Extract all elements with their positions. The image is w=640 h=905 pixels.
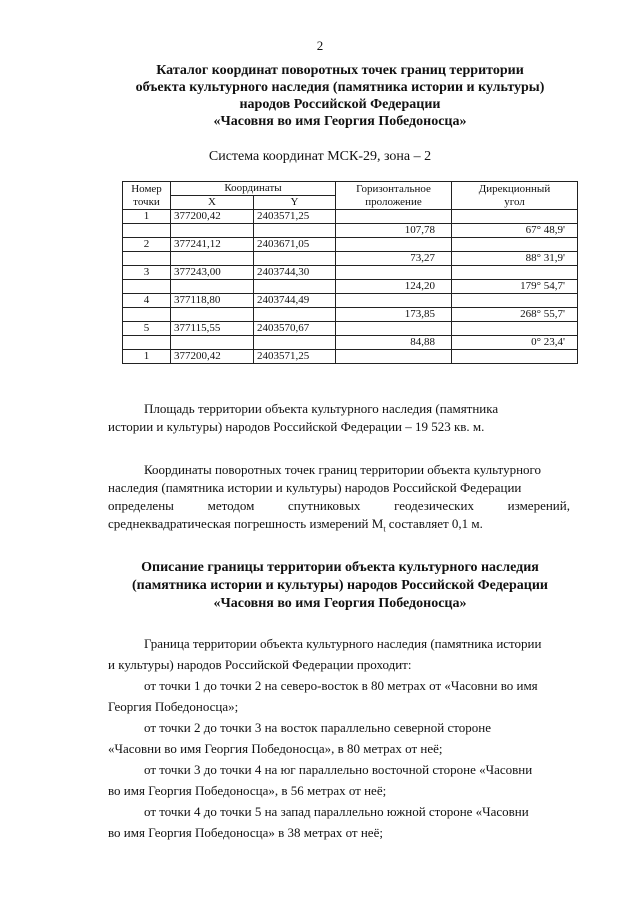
header-x: X bbox=[171, 196, 254, 210]
empty-cell bbox=[171, 252, 254, 266]
empty-cell bbox=[254, 308, 336, 322]
table-header-row bbox=[123, 182, 578, 196]
description-line bbox=[108, 717, 570, 738]
method-line-2: наследия (памятника истории и культуры) народов Российской Федерации bbox=[108, 480, 522, 495]
segment-angle: 67° 48,9' bbox=[452, 224, 578, 238]
empty-cell bbox=[254, 252, 336, 266]
point-x: 377200,42 bbox=[171, 210, 254, 224]
header-direction bbox=[452, 182, 578, 210]
text-span: от точки 3 до точки 4 на юг параллельно восточной стороне «Часовни bbox=[144, 762, 533, 777]
empty-cell bbox=[452, 350, 578, 364]
coordinate-system: Система координат МСК-29, зона – 2 bbox=[208, 149, 432, 164]
point-number: 2 bbox=[123, 238, 171, 252]
table-row-point bbox=[123, 350, 578, 364]
empty-cell bbox=[171, 308, 254, 322]
empty-cell bbox=[452, 238, 578, 252]
description-line: во имя Георгия Победоносца», в 56 метрах от неё; bbox=[108, 783, 387, 798]
description-line: во имя Георгия Победоносца» в 38 метрах от неё; bbox=[108, 825, 383, 840]
method-line-1 bbox=[108, 461, 570, 479]
point-y: 2403744,30 bbox=[254, 266, 336, 280]
empty-cell bbox=[336, 350, 452, 364]
empty-cell bbox=[123, 224, 171, 238]
word: геодезических bbox=[394, 498, 474, 513]
catalog-title bbox=[80, 62, 600, 130]
description-title-line: «Часовня во имя Георгия Победоносца» bbox=[213, 596, 467, 611]
empty-cell bbox=[452, 294, 578, 308]
point-x: 377118,80 bbox=[171, 294, 254, 308]
empty-cell bbox=[123, 336, 171, 350]
point-x: 377200,42 bbox=[171, 350, 254, 364]
header-distance bbox=[336, 182, 452, 210]
point-number: 1 bbox=[123, 350, 171, 364]
header-text: Дирекционный bbox=[478, 182, 551, 195]
catalog-title-line: народов Российской Федерации bbox=[239, 97, 441, 112]
table-row-segment bbox=[123, 336, 578, 350]
table-row-point bbox=[123, 238, 578, 252]
table-row-segment bbox=[123, 280, 578, 294]
point-y: 2403571,25 bbox=[254, 210, 336, 224]
coordinates-table bbox=[122, 181, 578, 364]
empty-cell bbox=[254, 280, 336, 294]
text-span: от точки 1 до точки 2 на северо-восток в 80 метрах от «Часовни во имя bbox=[144, 678, 538, 693]
empty-cell bbox=[123, 308, 171, 322]
empty-cell bbox=[336, 266, 452, 280]
segment-angle: 268° 55,7' bbox=[452, 308, 578, 322]
empty-cell bbox=[254, 336, 336, 350]
empty-cell bbox=[123, 252, 171, 266]
text-span: среднеквадратическая погрешность измерений M bbox=[108, 516, 384, 531]
header-coordinates: Координаты bbox=[171, 182, 336, 196]
page-number: 2 bbox=[316, 38, 324, 53]
description-title-line: Описание границы территории объекта культурного наследия bbox=[141, 560, 539, 575]
header-y: Y bbox=[254, 196, 336, 210]
table-row-segment bbox=[123, 252, 578, 266]
word: измерений, bbox=[507, 498, 570, 513]
description-title-line: (памятника истории и культуры) народов Российской Федерации bbox=[132, 578, 548, 593]
empty-cell bbox=[123, 280, 171, 294]
method-line-3 bbox=[108, 497, 570, 515]
segment-distance: 173,85 bbox=[336, 308, 452, 322]
description-title bbox=[90, 559, 590, 613]
description-line: и культуры) народов Российской Федерации проходит: bbox=[108, 657, 412, 672]
segment-distance: 73,27 bbox=[336, 252, 452, 266]
empty-cell bbox=[171, 280, 254, 294]
empty-cell bbox=[452, 322, 578, 336]
method-line-4 bbox=[108, 515, 570, 539]
text-span: Площадь территории объекта культурного наследия (памятника bbox=[144, 401, 499, 416]
table-row-segment bbox=[123, 308, 578, 322]
segment-distance: 124,20 bbox=[336, 280, 452, 294]
text-span: составляет 0,1 м. bbox=[385, 516, 483, 531]
segment-angle: 88° 31,9' bbox=[452, 252, 578, 266]
text-span: от точки 4 до точки 5 на запад параллельно южной стороне «Часовни bbox=[144, 804, 529, 819]
table-row-segment bbox=[123, 224, 578, 238]
empty-cell bbox=[171, 336, 254, 350]
word: методом bbox=[207, 498, 255, 513]
description-paragraph bbox=[108, 633, 570, 843]
empty-cell bbox=[336, 238, 452, 252]
point-y: 2403570,67 bbox=[254, 322, 336, 336]
point-y: 2403571,25 bbox=[254, 350, 336, 364]
description-line bbox=[108, 759, 570, 780]
text-span: Координаты поворотных точек границ территории объекта культурного bbox=[144, 462, 542, 477]
point-number: 3 bbox=[123, 266, 171, 280]
point-x: 377241,12 bbox=[171, 238, 254, 252]
header-text: проложение bbox=[365, 195, 422, 208]
segment-distance: 84,88 bbox=[336, 336, 452, 350]
empty-cell bbox=[336, 210, 452, 224]
header-point-number bbox=[123, 182, 171, 210]
segment-distance: 107,78 bbox=[336, 224, 452, 238]
text-span: Граница территории объекта культурного наследия (памятника истории bbox=[144, 636, 542, 651]
segment-angle: 0° 23,4' bbox=[452, 336, 578, 350]
subscript: t bbox=[383, 524, 386, 534]
method-paragraph bbox=[108, 461, 570, 539]
empty-cell bbox=[452, 266, 578, 280]
area-line-1 bbox=[108, 400, 570, 418]
header-text: угол bbox=[504, 195, 525, 208]
point-number: 4 bbox=[123, 294, 171, 308]
table-row-point bbox=[123, 294, 578, 308]
text-span: от точки 2 до точки 3 на восток параллельно северной стороне bbox=[144, 720, 491, 735]
header-text: точки bbox=[133, 195, 160, 208]
description-line bbox=[108, 633, 570, 654]
point-x: 377115,55 bbox=[171, 322, 254, 336]
point-y: 2403744,49 bbox=[254, 294, 336, 308]
description-line: Георгия Победоносца»; bbox=[108, 699, 239, 714]
word: спутниковых bbox=[288, 498, 361, 513]
catalog-title-line: «Часовня во имя Георгия Победоносца» bbox=[213, 114, 467, 129]
segment-angle: 179° 54,7' bbox=[452, 280, 578, 294]
empty-cell bbox=[254, 224, 336, 238]
empty-cell bbox=[336, 294, 452, 308]
header-text: Номер bbox=[131, 182, 162, 195]
description-line: «Часовни во имя Георгия Победоносца», в 80 метрах от неё; bbox=[108, 741, 443, 756]
catalog-title-line: объекта культурного наследия (памятника истории и культуры) bbox=[135, 80, 545, 95]
table-row-point bbox=[123, 210, 578, 224]
point-x: 377243,00 bbox=[171, 266, 254, 280]
point-number: 1 bbox=[123, 210, 171, 224]
empty-cell bbox=[171, 224, 254, 238]
area-paragraph bbox=[108, 400, 570, 436]
description-line bbox=[108, 675, 570, 696]
table-row-point bbox=[123, 266, 578, 280]
word: определены bbox=[108, 498, 174, 513]
point-number: 5 bbox=[123, 322, 171, 336]
empty-cell bbox=[452, 210, 578, 224]
description-line bbox=[108, 801, 570, 822]
catalog-title-line: Каталог координат поворотных точек границ территории bbox=[156, 63, 524, 78]
point-y: 2403671,05 bbox=[254, 238, 336, 252]
empty-cell bbox=[336, 322, 452, 336]
table-row-point bbox=[123, 322, 578, 336]
area-line-2: истории и культуры) народов Российской Федерации – 19 523 кв. м. bbox=[108, 419, 485, 434]
header-text: Горизонтальное bbox=[356, 182, 431, 195]
